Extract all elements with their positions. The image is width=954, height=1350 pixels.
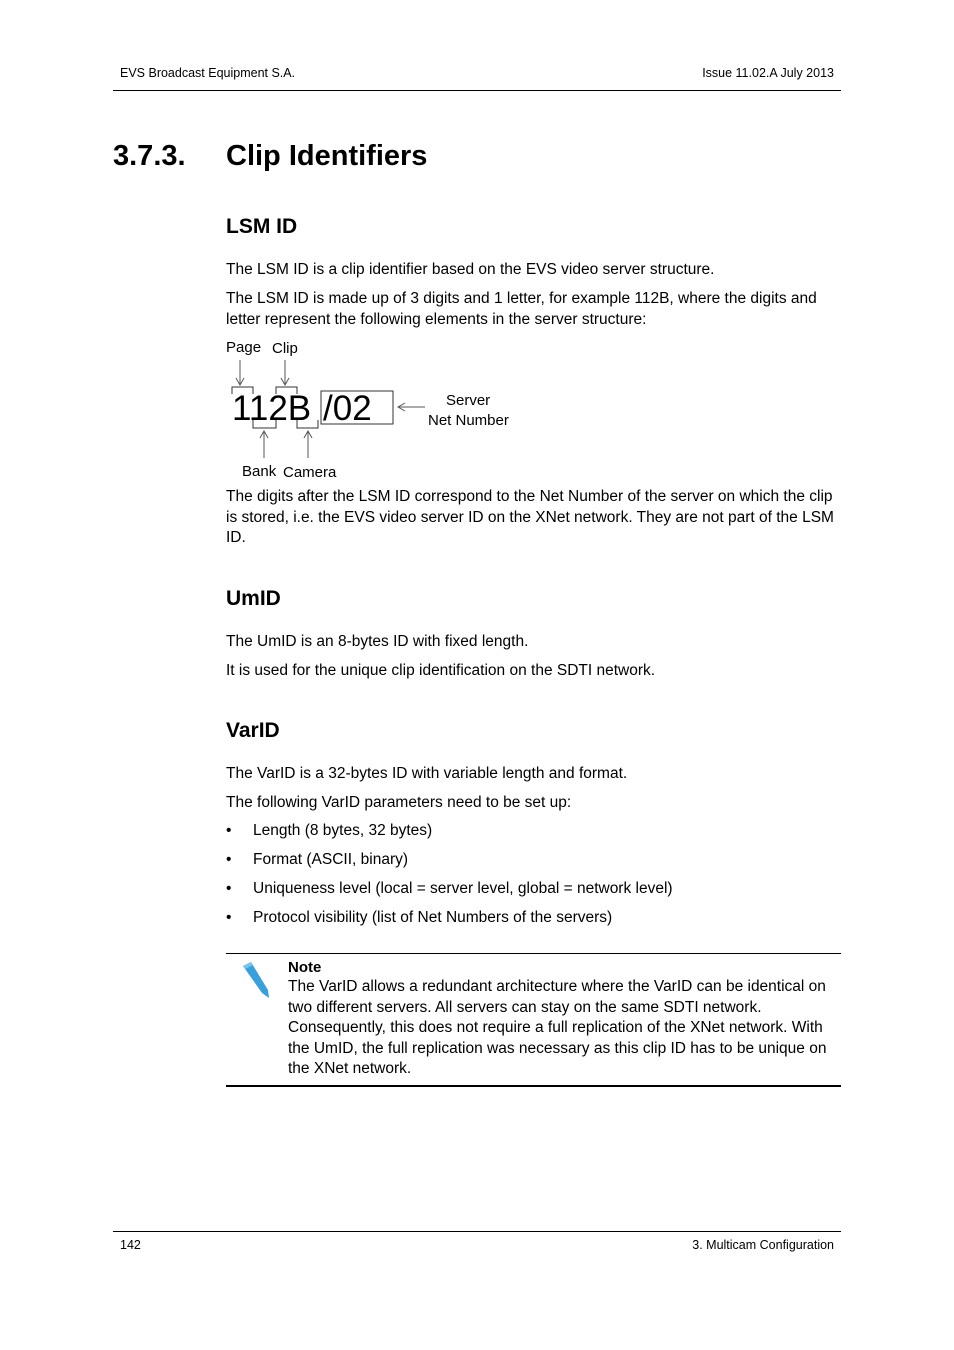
section-title-text: Clip Identifiers (226, 140, 428, 172)
note-title: Note (288, 959, 322, 976)
lsm-id-value: 112B (232, 389, 312, 428)
header-company: EVS Broadcast Equipment S.A. (120, 66, 296, 80)
note-bottom-rule (226, 1085, 841, 1087)
lsm-id-diagram (220, 334, 520, 484)
bullet-marker: • (226, 909, 232, 926)
label-clip: Clip (272, 340, 298, 357)
varid-heading: VarID (226, 719, 280, 742)
label-server: Server (446, 392, 491, 409)
label-page: Page (226, 339, 262, 356)
lsm-heading: LSM ID (226, 215, 298, 238)
lsm-paragraph-3: The digits after the LSM ID correspond to the Net Number of the server on which the clip is stored, i.e. the EVS video server ID on the XNet network. They are not part of the LSM ID. (226, 488, 834, 546)
varid-paragraph-1: The VarID is a 32-bytes ID with variable length and format. (226, 765, 628, 782)
list-item (226, 909, 612, 927)
umid-paragraph-1: The UmID is an 8-bytes ID with fixed length. (226, 633, 529, 650)
footer-divider (113, 1231, 841, 1232)
section-title (113, 140, 427, 173)
note-top-rule (226, 953, 841, 954)
list-item (226, 822, 432, 840)
umid-heading: UmID (226, 587, 281, 610)
page-number: 142 (120, 1238, 141, 1252)
label-camera: Camera (283, 464, 337, 481)
label-bank: Bank (242, 463, 277, 480)
bullet-marker: • (226, 880, 232, 897)
header-divider (113, 90, 841, 91)
list-item (226, 851, 408, 869)
lsm-paragraph-1: The LSM ID is a clip identifier based on the EVS video server structure. (226, 261, 715, 278)
section-number: 3.7.3. (113, 140, 186, 172)
varid-paragraph-2: The following VarID parameters need to be set up: (226, 794, 572, 811)
bullet-marker: • (226, 822, 232, 839)
clip-arrow (281, 360, 289, 385)
server-arrow (398, 403, 425, 411)
header-issue: Issue 11.02.A July 2013 (702, 66, 834, 80)
list-item-text: Uniqueness level (local = server level, global = network level) (253, 880, 673, 897)
bank-arrow (260, 431, 268, 458)
list-item-text: Format (ASCII, binary) (253, 851, 409, 868)
list-item-text: Length (8 bytes, 32 bytes) (253, 822, 433, 839)
camera-arrow (304, 431, 312, 458)
bullet-marker: • (226, 851, 232, 868)
footer-chapter: 3. Multicam Configuration (692, 1238, 834, 1252)
page-arrow (236, 360, 244, 385)
note-body: The VarID allows a redundant architecture where the VarID can be identical on two different servers. All servers can stay on the same SDTI network. Consequently, this does not require a full replication of the XNet network. With the UmID, the full replication was necessary as this clip ID has to be unique on the XNet network. (288, 978, 827, 1077)
label-net-number: Net Number (428, 412, 509, 429)
lsm-paragraph-2: The LSM ID is made up of 3 digits and 1 letter, for example 112B, where the digits and letter represent the following elements in the server structure: (226, 290, 817, 328)
umid-paragraph-2: It is used for the unique clip identification on the SDTI network. (226, 662, 656, 679)
list-item-text: Protocol visibility (list of Net Numbers of the servers) (253, 909, 613, 926)
net-number-value: /02 (323, 389, 372, 428)
pencil-icon (240, 960, 272, 1000)
list-item (226, 880, 673, 898)
